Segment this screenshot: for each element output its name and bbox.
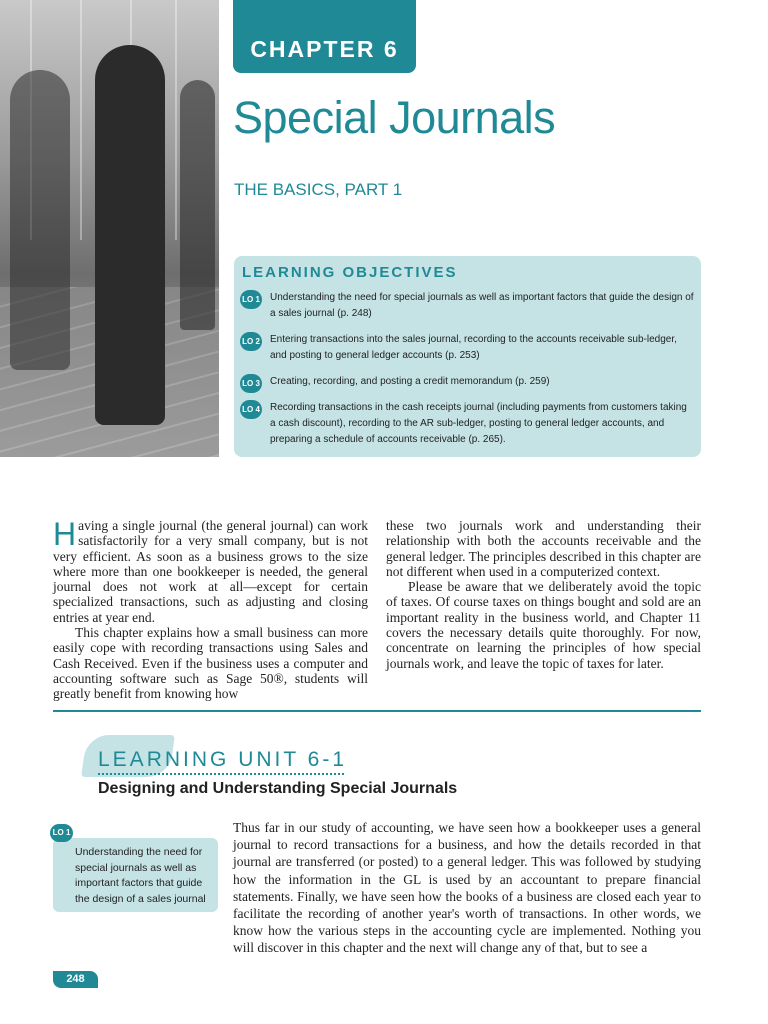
learning-objective-item xyxy=(240,400,695,448)
chapter-tab xyxy=(233,0,416,73)
learning-objective-item xyxy=(240,332,695,364)
learning-objectives-box xyxy=(234,256,701,457)
sidebar-objective-text: Understanding the need for special journals as well as important factors that guide the design of a sales journal xyxy=(75,846,206,905)
chapter-subtitle: THE BASICS, PART 1 xyxy=(234,180,403,199)
chapter-label: CHAPTER 6 xyxy=(250,36,399,62)
page-number: 248 xyxy=(53,971,98,988)
lo-text: Recording transactions in the cash receipts journal (including payments from customers taking a cash discount), recording to the AR sub-ledger, posting to general ledger accounts, and preparing a schedule of accounts receivable (p. 265). xyxy=(270,402,687,445)
lo-badge: LO 3 xyxy=(240,374,262,393)
learning-unit-body: Thus far in our study of accounting, we have seen how a bookkeeper uses a general journal to record transactions for a business, and how the details recorded in that journal are transferred (or posted) to a general ledger. This was followed by studying how the information in the GL is used by an accountant to prepare financial statements. Finally, we have seen how the books of a business are closed each year to facilitate the recording of another year's worth of transactions. In other words, we know how the various steps in the accounting cycle are implemented. Nothing you will discover in this chapter and the next will change any of that, but to see a xyxy=(233,820,701,956)
drop-cap: H xyxy=(53,516,77,552)
chapter-photo xyxy=(0,0,219,457)
learning-objective-item xyxy=(240,290,695,322)
intro-paragraph: Please be aware that we deliberately avoid the topic of taxes. Of course taxes on things bought and sold are an important reality in the business world, and Chapter 11 covers the necessary details quite thoroughly. For now, concentrate on learning the principles of how special journals work, and leave the topic of taxes for later. xyxy=(386,579,701,671)
lo-text: Creating, recording, and posting a credit memorandum (p. 259) xyxy=(270,376,550,387)
section-divider xyxy=(53,710,701,712)
chapter-title: Special Journals xyxy=(233,92,556,143)
learning-unit-underline xyxy=(98,773,344,775)
intro-paragraph: This chapter explains how a small business can more easily cope with recording transactions using Sales and Cash Received. Even if the business uses a computer and accounting software such as Sage 50®, students will greatly benefit from knowing how xyxy=(53,625,368,702)
learning-unit-title: LEARNING UNIT 6-1 xyxy=(98,748,347,771)
lo-badge: LO 4 xyxy=(240,400,262,419)
lo-text: Understanding the need for special journals as well as important factors that guide the design of a sales journal (p. 248) xyxy=(270,292,694,319)
learning-objective-item xyxy=(240,374,695,393)
lo-badge: LO 1 xyxy=(240,290,262,309)
intro-column-right xyxy=(386,518,701,671)
learning-unit-subtitle: Designing and Understanding Special Journals xyxy=(98,780,458,797)
lo-badge: LO 2 xyxy=(240,332,262,351)
sidebar-lo-badge: LO 1 xyxy=(50,824,73,842)
lo-text: Entering transactions into the sales journal, recording to the accounts receivable sub-ledger, and posting to general ledger accounts (p. 253) xyxy=(270,334,677,361)
learning-objectives-heading: LEARNING OBJECTIVES xyxy=(242,264,458,281)
intro-column-left xyxy=(53,518,368,702)
intro-paragraph: aving a single journal (the general journal) can work satisfactorily for a very small company, but is not very efficient. As soon as a business grows to the size where more than one bookkeeper is needed, the general journal does not work at all—except for certain specialized transactions, such as adjusting and closing entries at year end. xyxy=(53,518,368,625)
intro-paragraph: these two journals work and understanding their relationship with both the accounts receivable and the general ledger. The principles described in this chapter are not different when used in a computerized context. xyxy=(386,518,701,579)
